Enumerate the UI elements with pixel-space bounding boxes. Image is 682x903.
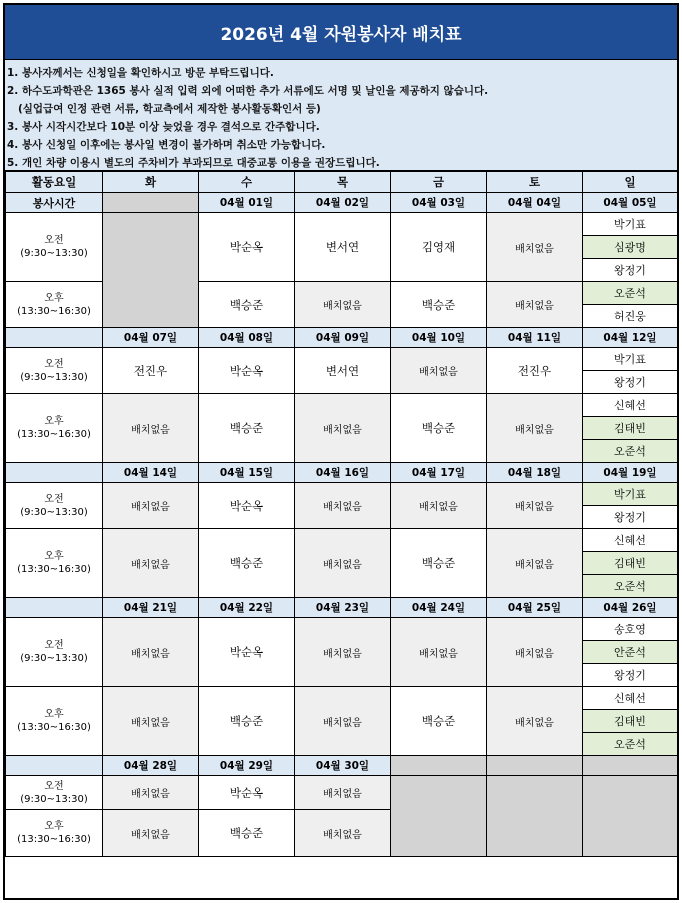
date-cell: 04월 26일: [583, 598, 678, 618]
volunteer-cell: 박순옥: [199, 618, 295, 687]
weekday-sat: 토: [487, 172, 583, 193]
no-assignment-cell: 배치없음: [295, 687, 391, 756]
weekday-fri: 금: [391, 172, 487, 193]
sunday-volunteer: 심광명: [583, 236, 678, 259]
no-assignment-cell: 배치없음: [295, 776, 391, 810]
week-2-am-row: [6, 348, 678, 371]
pm-slot-label: [6, 529, 103, 598]
pm-label: 오후: [44, 292, 64, 304]
sunday-volunteer: 왕정기: [583, 664, 678, 687]
no-assignment-cell: 배치없음: [487, 282, 583, 328]
no-assignment-cell: 배치없음: [487, 687, 583, 756]
no-assignment-cell: 배치없음: [295, 618, 391, 687]
date-cell: 04월 22일: [199, 598, 295, 618]
no-assignment-cell: 배치없음: [103, 483, 199, 529]
date-cell: 04월 08일: [199, 328, 295, 348]
am-label: 오전: [44, 235, 64, 246]
sunday-volunteer: 안준석: [583, 641, 678, 664]
pm-slot-label: [6, 282, 103, 328]
date-cell: 04월 12일: [583, 328, 678, 348]
week-2-pm-row: [6, 394, 678, 417]
no-assignment-cell: 배치없음: [391, 618, 487, 687]
am-slot-label: [6, 348, 103, 394]
am-slot-label: [6, 776, 103, 810]
volunteer-cell: 백승준: [199, 810, 295, 857]
service-time-label: 봉사시간: [6, 193, 103, 213]
no-assignment-cell: 배치없음: [487, 618, 583, 687]
am-time: (9:30~13:30): [20, 653, 88, 664]
date-cell: 04월 10일: [391, 328, 487, 348]
sunday-volunteer: 김태빈: [583, 552, 678, 575]
notice-2: 2. 하수도과학관은 1365 봉사 실적 입력 외에 어떠한 추가 서류에도 서명 및 날인을 제공하지 않습니다.: [7, 85, 489, 97]
sunday-volunteer: 신혜선: [583, 529, 678, 552]
empty-day-cell: [487, 776, 583, 857]
pm-time: (13:30~16:30): [17, 722, 91, 733]
sunday-volunteer: 오준석: [583, 733, 678, 756]
no-assignment-cell: 배치없음: [103, 810, 199, 857]
no-assignment-cell: 배치없음: [103, 687, 199, 756]
week-3-pm-row: [6, 529, 678, 552]
am-time: (9:30~13:30): [20, 371, 88, 383]
no-assignment-cell: 배치없음: [103, 529, 199, 598]
date-cell: 04월 04일: [487, 193, 583, 213]
no-assignment-cell: 배치없음: [295, 394, 391, 463]
volunteer-cell: 백승준: [199, 529, 295, 598]
date-cell: 04월 01일: [199, 193, 295, 213]
sunday-volunteer: 왕정기: [583, 259, 678, 282]
week-4-date-row: [6, 598, 678, 618]
week-5-date-row: [6, 756, 678, 776]
no-assignment-cell: 배치없음: [487, 213, 583, 282]
am-time: (9:30~13:30): [20, 506, 88, 518]
date-cell-empty: [391, 756, 487, 776]
volunteer-cell: 변서연: [295, 213, 391, 282]
am-label: 오전: [44, 780, 64, 792]
date-cell-empty: [6, 756, 103, 776]
date-cell: 04월 15일: [199, 463, 295, 483]
week-1-am-row: [6, 213, 678, 236]
am-slot-label: [6, 483, 103, 529]
volunteer-cell: 박순옥: [199, 348, 295, 394]
week-2-date-row: [6, 328, 678, 348]
sunday-volunteer: 왕정기: [583, 371, 678, 394]
pm-time: (13:30~16:30): [17, 834, 91, 845]
sunday-volunteer: 박기표: [583, 348, 678, 371]
notice-4: 4. 봉사 신청일 이후에는 봉사일 변경이 불가하며 취소만 가능합니다.: [7, 139, 326, 151]
volunteer-cell: 박순옥: [199, 213, 295, 282]
date-cell: 04월 30일: [295, 756, 391, 776]
no-assignment-cell: 배치없음: [487, 394, 583, 463]
volunteer-cell: 백승준: [199, 687, 295, 756]
pm-slot-label: [6, 687, 103, 756]
no-assignment-cell: 배치없음: [103, 618, 199, 687]
volunteer-cell: 백승준: [199, 394, 295, 463]
week-5-am-row: [6, 776, 678, 810]
date-cell: 04월 23일: [295, 598, 391, 618]
am-slot-label: [6, 213, 103, 282]
date-cell: 04월 11일: [487, 328, 583, 348]
no-assignment-cell: 배치없음: [487, 483, 583, 529]
date-cell-empty: [103, 193, 199, 213]
week-3-date-row: [6, 463, 678, 483]
date-cell: 04월 16일: [295, 463, 391, 483]
weekday-header-row: [6, 172, 678, 193]
no-assignment-cell: 배치없음: [295, 529, 391, 598]
date-cell: 04월 18일: [487, 463, 583, 483]
schedule-sheet: [3, 3, 679, 900]
date-cell: 04월 09일: [295, 328, 391, 348]
date-cell: 04월 03일: [391, 193, 487, 213]
pm-time: (13:30~16:30): [17, 305, 91, 317]
am-label: 오전: [44, 493, 64, 505]
weekday-tue: 화: [103, 172, 199, 193]
date-cell: 04월 17일: [391, 463, 487, 483]
am-label: 오전: [44, 358, 64, 370]
date-cell-empty: [6, 328, 103, 348]
sheet-title: 2026년 4월 자원봉사자 배치표: [5, 5, 677, 60]
no-assignment-cell: 배치없음: [391, 348, 487, 394]
sunday-volunteer: 박기표: [583, 213, 678, 236]
week-4-pm-row: [6, 687, 678, 710]
weekday-sun: 일: [583, 172, 678, 193]
sunday-volunteer: 허진웅: [583, 305, 678, 328]
notice-2-detail: (실업급여 인정 관련 서류, 학교측에서 제작한 봉사활동확인서 등): [7, 103, 321, 115]
date-cell-empty: [6, 598, 103, 618]
volunteer-cell: 박순옥: [199, 483, 295, 529]
no-assignment-cell: 배치없음: [103, 394, 199, 463]
sunday-volunteer: 김태빈: [583, 417, 678, 440]
notice-1: 1. 봉사자께서는 신청일을 확인하시고 방문 부탁드립니다.: [7, 67, 274, 79]
weekday-header-label: 활동요일: [6, 172, 103, 193]
sunday-volunteer: 왕정기: [583, 506, 678, 529]
date-cell: 04월 29일: [199, 756, 295, 776]
volunteer-cell: 백승준: [199, 282, 295, 328]
pm-label: 오후: [44, 551, 64, 562]
no-assignment-cell: 배치없음: [295, 483, 391, 529]
volunteer-cell: 백승준: [391, 529, 487, 598]
pm-label: 오후: [44, 709, 64, 720]
volunteer-cell: 박순옥: [199, 776, 295, 810]
date-cell: 04월 28일: [103, 756, 199, 776]
date-cell-empty: [583, 756, 678, 776]
volunteer-cell: 전진우: [103, 348, 199, 394]
sunday-volunteer: 오준석: [583, 575, 678, 598]
date-cell: 04월 02일: [295, 193, 391, 213]
weekday-wed: 수: [199, 172, 295, 193]
notice-3: 3. 봉사 시작시간보다 10분 이상 늦었을 경우 결석으로 간주합니다.: [7, 121, 320, 133]
sunday-volunteer: 김태빈: [583, 710, 678, 733]
week-1-date-row: [6, 193, 678, 213]
week-3-am-row: [6, 483, 678, 506]
volunteer-cell: 백승준: [391, 282, 487, 328]
pm-label: 오후: [44, 416, 64, 427]
volunteer-cell: 변서연: [295, 348, 391, 394]
empty-day-cell: [103, 213, 199, 328]
no-assignment-cell: 배치없음: [295, 282, 391, 328]
volunteer-cell: 김영재: [391, 213, 487, 282]
empty-day-cell: [583, 776, 678, 857]
sunday-volunteer: 오준석: [583, 282, 678, 305]
date-cell: 04월 25일: [487, 598, 583, 618]
date-cell: 04월 21일: [103, 598, 199, 618]
empty-day-cell: [391, 776, 487, 857]
no-assignment-cell: 배치없음: [487, 529, 583, 598]
am-slot-label: [6, 618, 103, 687]
notice-5: 5. 개인 차량 이용시 별도의 주차비가 부과되므로 대중교통 이용을 권장드립니다.: [7, 157, 380, 169]
pm-time: (13:30~16:30): [17, 429, 91, 440]
pm-label: 오후: [44, 821, 64, 832]
volunteer-cell: 백승준: [391, 687, 487, 756]
pm-time: (13:30~16:30): [17, 564, 91, 575]
sunday-volunteer: 송호영: [583, 618, 678, 641]
date-cell: 04월 05일: [583, 193, 678, 213]
pm-slot-label: [6, 394, 103, 463]
notice-list: [5, 60, 677, 171]
date-cell: 04월 19일: [583, 463, 678, 483]
date-cell: 04월 14일: [103, 463, 199, 483]
pm-slot-label: [6, 810, 103, 857]
sunday-volunteer: 오준석: [583, 440, 678, 463]
sunday-volunteer: 신혜선: [583, 687, 678, 710]
sunday-volunteer: 박기표: [583, 483, 678, 506]
week-4-am-row: [6, 618, 678, 641]
volunteer-cell: 전진우: [487, 348, 583, 394]
no-assignment-cell: 배치없음: [295, 810, 391, 857]
weekday-thu: 목: [295, 172, 391, 193]
am-time: (9:30~13:30): [20, 248, 88, 259]
am-label: 오전: [44, 640, 64, 651]
date-cell: 04월 07일: [103, 328, 199, 348]
schedule-table: [5, 171, 678, 857]
volunteer-cell: 백승준: [391, 394, 487, 463]
no-assignment-cell: 배치없음: [103, 776, 199, 810]
date-cell: 04월 24일: [391, 598, 487, 618]
am-time: (9:30~13:30): [20, 793, 88, 805]
date-cell-empty: [487, 756, 583, 776]
sunday-volunteer: 신혜선: [583, 394, 678, 417]
no-assignment-cell: 배치없음: [391, 483, 487, 529]
date-cell-empty: [6, 463, 103, 483]
